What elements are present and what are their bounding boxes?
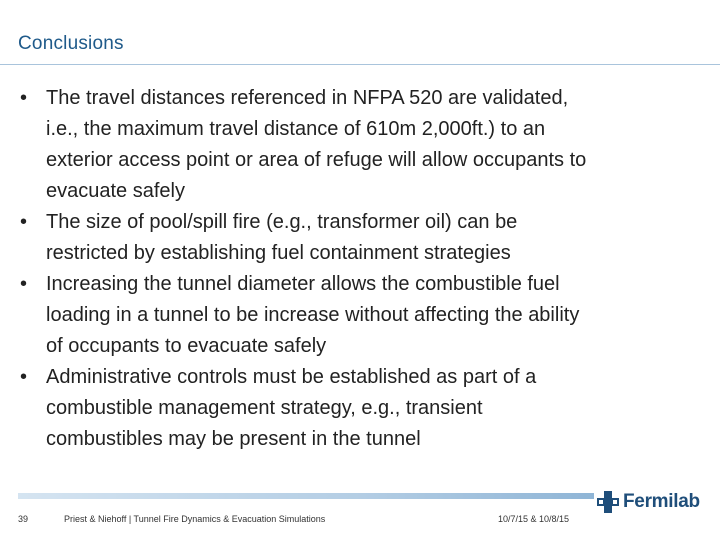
footer-presentation-info: Priest & Niehoff | Tunnel Fire Dynamics & Evacuation Simulations: [64, 514, 326, 524]
page-number: 39: [18, 514, 29, 524]
bullet-line: The travel distances referenced in NFPA 520 are validated,: [46, 87, 569, 109]
bullet-item-4: [20, 362, 700, 455]
title-divider: [0, 64, 720, 65]
bullet-item-2: [20, 207, 700, 269]
bullet-marker: •: [20, 211, 28, 233]
bullet-item-1: [20, 83, 700, 207]
bullet-line: evacuate safely: [46, 180, 185, 202]
bullet-line: i.e., the maximum travel distance of 610m 2,000ft.) to an: [46, 118, 546, 140]
slide-title: Conclusions: [18, 33, 124, 54]
bullet-line: exterior access point or area of refuge will allow occupants to: [46, 149, 587, 171]
bullet-line: loading in a tunnel to be increase without affecting the ability: [46, 304, 580, 326]
bullet-line: restricted by establishing fuel containment strategies: [46, 242, 511, 264]
bullet-marker: •: [20, 87, 28, 109]
bullet-line: The size of pool/spill fire (e.g., transformer oil) can be: [46, 211, 518, 233]
bullet-list: [20, 83, 700, 455]
footer-bar: [18, 493, 594, 499]
bullet-item-3: [20, 269, 700, 362]
fermilab-logo-icon: [597, 491, 619, 513]
bullet-line: combustible management strategy, e.g., transient: [46, 397, 483, 419]
bullet-line: combustibles may be present in the tunnel: [46, 428, 421, 450]
bullet-line: Administrative controls must be established as part of a: [46, 366, 537, 388]
bullet-line: of occupants to evacuate safely: [46, 335, 327, 357]
footer-date: 10/7/15 & 10/8/15: [498, 514, 570, 524]
bullet-marker: •: [20, 273, 28, 295]
bullet-marker: •: [20, 366, 28, 388]
fermilab-logo: [597, 490, 700, 514]
fermilab-logo-text: Fermilab: [623, 491, 700, 512]
bullet-line: Increasing the tunnel diameter allows the combustible fuel: [46, 273, 560, 295]
